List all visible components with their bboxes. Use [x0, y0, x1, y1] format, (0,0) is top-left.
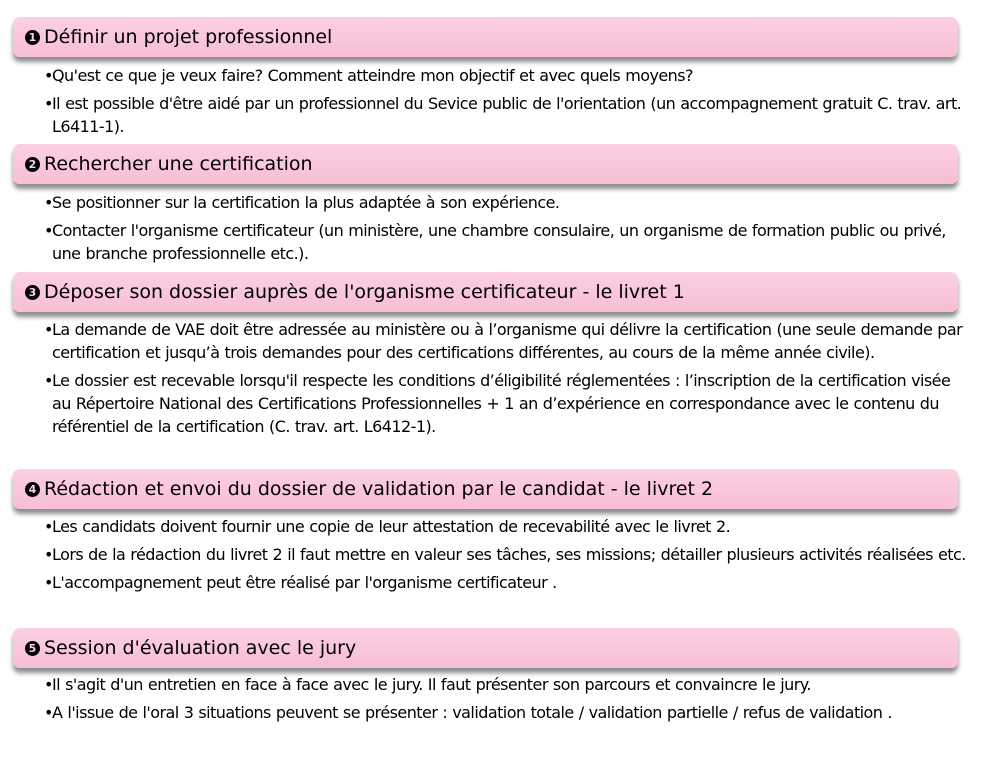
step-3-header	[13, 272, 958, 312]
step-2-header	[13, 144, 958, 184]
step-4-bullets	[45, 515, 971, 599]
step-2-number-badge: 2	[25, 157, 40, 172]
step-5-number-badge: 5	[25, 641, 40, 656]
step-3-bullets	[45, 318, 971, 443]
step-3-bullet-2: • Le dossier est recevable lorsqu'il respecte les conditions d’éligibilité réglementées : l’inscription de la certification visée au Répertoire National des Certifications Professionnelles + 1 an d’expérience en correspondance avec le contenu du référentiel de la certification (C. trav. art. L6412-1).	[45, 369, 971, 438]
step-4-bullet-1: • Les candidats doivent fournir une copie de leur attestation de recevabilité avec le livret 2.	[45, 515, 971, 538]
step-2-bullets	[45, 191, 971, 270]
step-1-bullet-1: • Qu'est ce que je veux faire? Comment atteindre mon objectif et avec quels moyens?	[45, 64, 971, 87]
step-1-number-badge: 1	[25, 30, 40, 45]
step-1-header	[13, 17, 958, 57]
step-5-bullet-1: • Il s'agit d'un entretien en face à face avec le jury. Il faut présenter son parcours et convaincre le jury.	[45, 673, 971, 696]
step-1-title: Définir un projet professionnel	[44, 26, 333, 48]
step-5-bullets	[45, 673, 971, 729]
step-2-bullet-2: • Contacter l'organisme certificateur (un ministère, une chambre consulaire, un organisme de formation public ou privé, une branche professionnelle etc.).	[45, 219, 971, 265]
step-5-bullet-2: • A l'issue de l'oral 3 situations peuvent se présenter : validation totale / validation partielle / refus de validation .	[45, 701, 971, 724]
step-3-bullet-1: • La demande de VAE doit être adressée au ministère ou à l’organisme qui délivre la certification (une seule demande par certification et jusqu’à trois demandes pour des certifications différentes, au cours de la même année civile).	[45, 318, 971, 364]
step-4-number-badge: 4	[25, 482, 40, 497]
step-5-title: Session d'évaluation avec le jury	[44, 637, 357, 659]
step-3-title: Déposer son dossier auprès de l'organisme certificateur - le livret 1	[44, 281, 685, 303]
step-1-bullets	[45, 64, 971, 143]
step-3-number-badge: 3	[25, 285, 40, 300]
step-2-title: Rechercher une certification	[44, 153, 313, 175]
step-4-bullet-3: • L'accompagnement peut être réalisé par l'organisme certificateur .	[45, 571, 971, 594]
step-4-bullet-2: • Lors de la rédaction du livret 2 il faut mettre en valeur ses tâches, ses missions; détailler plusieurs activités réalisées etc.	[45, 543, 971, 566]
step-4-header	[13, 469, 958, 509]
step-4-title: Rédaction et envoi du dossier de validation par le candidat - le livret 2	[44, 478, 714, 500]
step-1-bullet-2: • Il est possible d'être aidé par un professionnel du Sevice public de l'orientation (un accompagnement gratuit C. trav. art. L6411-1).	[45, 92, 971, 138]
step-2-bullet-1: • Se positionner sur la certification la plus adaptée à son expérience.	[45, 191, 971, 214]
step-5-header	[13, 628, 958, 668]
